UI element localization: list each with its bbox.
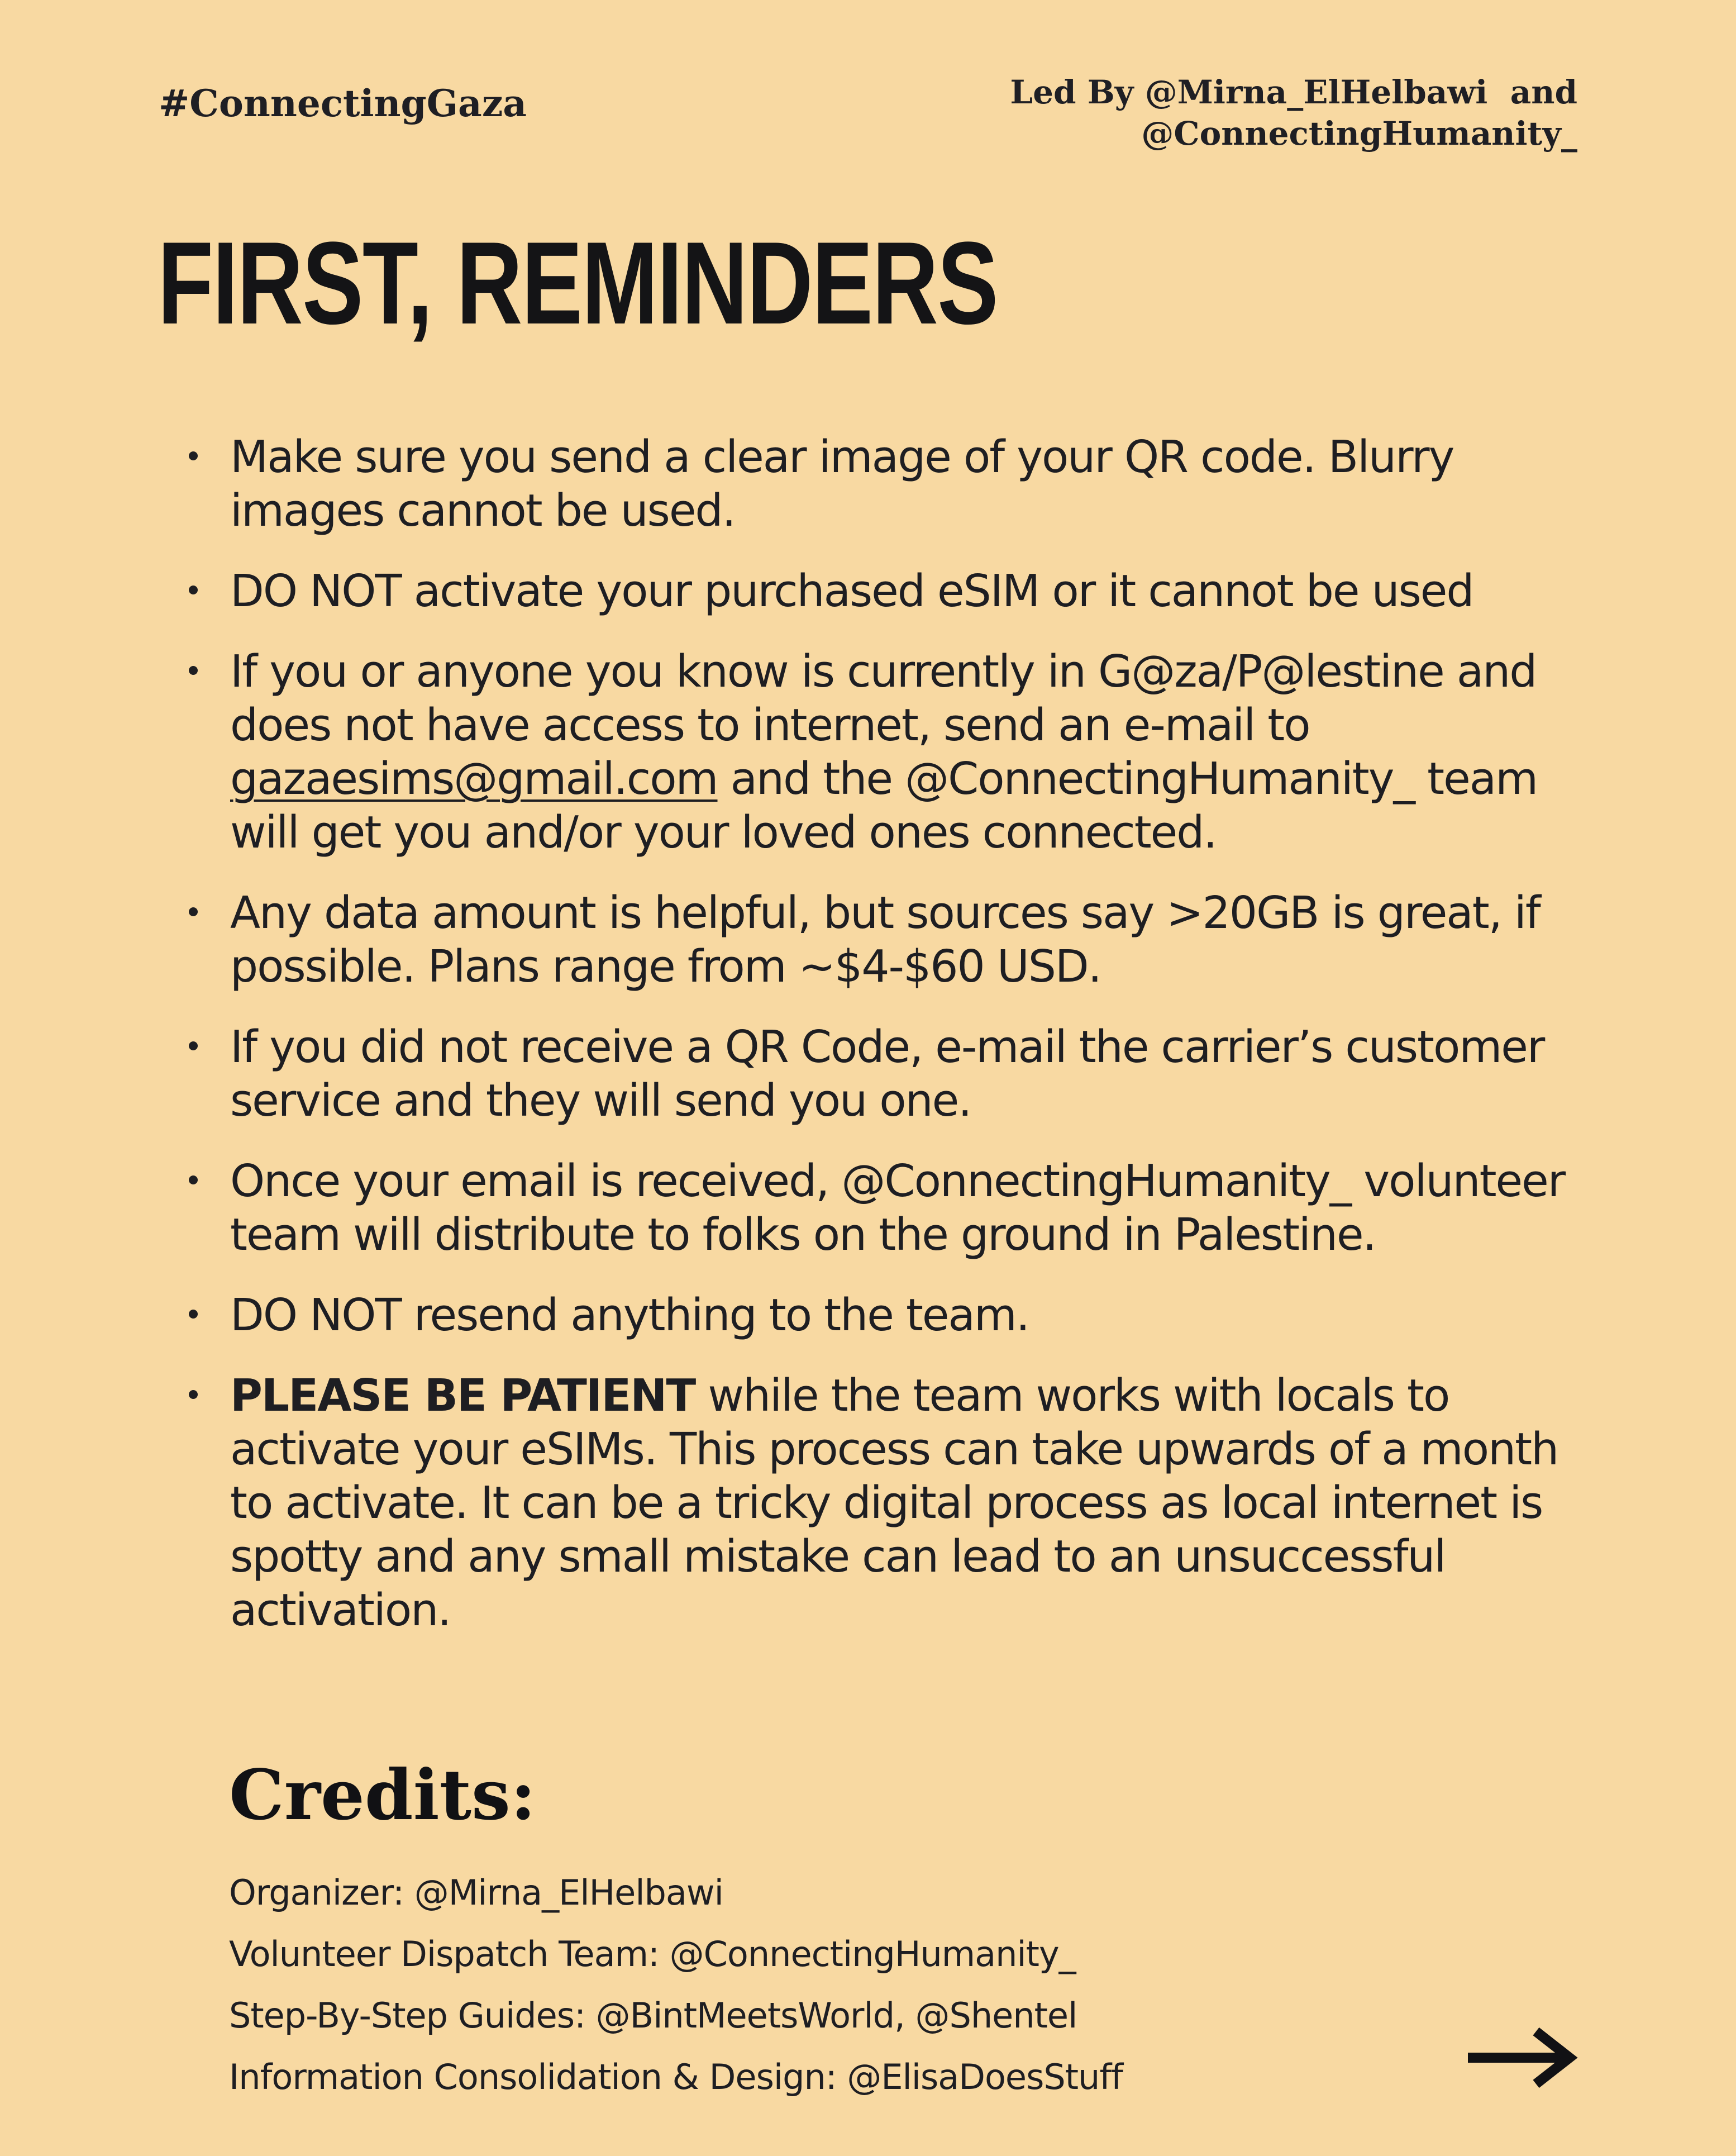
- arrow-right-icon-svg: [1465, 2027, 1580, 2088]
- bullet-dot-icon: [189, 586, 198, 594]
- reminder-bold-text: PLEASE BE PATIENT: [230, 1370, 695, 1421]
- bullet-dot-icon: [189, 1310, 198, 1319]
- reminder-item-email-received: [174, 1154, 1593, 1262]
- reminder-text: If you did not receive a QR Code, e-mail the carrier’s customer service and they will send you one.: [230, 1021, 1544, 1126]
- credit-dispatch-team: Volunteer Dispatch Team: @ConnectingHumanity_: [229, 1934, 1076, 1974]
- reminder-item-clear-qr: [174, 430, 1593, 537]
- led-by-credit: [1010, 72, 1577, 154]
- reminder-text: Make sure you send a clear image of your QR code. Blurry images cannot be used.: [230, 431, 1454, 536]
- reminder-text: DO NOT activate your purchased eSIM or it cannot be used: [230, 565, 1473, 617]
- page-title: FIRST, REMINDERS: [158, 217, 998, 349]
- bullet-dot-icon: [189, 1041, 198, 1050]
- bullet-dot-icon: [189, 907, 198, 916]
- bullet-dot-icon: [189, 666, 198, 675]
- credit-organizer: Organizer: @Mirna_ElHelbawi: [229, 1872, 723, 1913]
- led-by-line-2: @ConnectingHumanity_: [1141, 115, 1577, 153]
- reminder-item-no-qr: [174, 1020, 1593, 1127]
- hashtag: #ConnectingGaza: [159, 82, 527, 125]
- email-link[interactable]: gazaesims@gmail.com: [230, 753, 718, 805]
- led-by-line-1: Led By @Mirna_ElHelbawi and: [1010, 73, 1577, 111]
- bullet-dot-icon: [189, 451, 198, 460]
- reminder-item-do-not-activate: [174, 564, 1593, 618]
- reminder-text: If you or anyone you know is currently in G@za/P@lestine and does not have access to internet, send an e-mail to: [230, 646, 1537, 751]
- reminder-text: DO NOT resend anything to the team.: [230, 1289, 1029, 1341]
- bullet-dot-icon: [189, 1390, 198, 1399]
- reminder-item-do-not-resend: [174, 1288, 1593, 1342]
- reminder-item-data-amount: [174, 886, 1593, 993]
- reminder-text: Once your email is received, @ConnectingHumanity_ volunteer team will distribute to folks on the ground in Palestine.: [230, 1155, 1565, 1260]
- reminder-item-no-internet: [174, 645, 1593, 859]
- reminder-text: while the team works with locals to activate your eSIMs. This process can take upwards of a month to activate. It can be a tricky digital process as local internet is spotty and any small mistake can lead to an unsuccessful activation.: [230, 1370, 1558, 1636]
- reminder-item-be-patient: [174, 1369, 1593, 1637]
- credits-heading: Credits:: [229, 1755, 536, 1836]
- credit-design: Information Consolidation & Design: @ElisaDoesStuff: [229, 2057, 1123, 2097]
- reminder-text: Any data amount is helpful, but sources say >20GB is great, if possible. Plans range from ~$4-$60 USD.: [230, 887, 1540, 992]
- reminders-list: [174, 430, 1593, 1664]
- bullet-dot-icon: [189, 1175, 198, 1184]
- arrow-right-icon[interactable]: [1465, 2027, 1580, 2088]
- reminder-text: and the @ConnectingHumanity_ team will get you and/or your loved ones connected.: [230, 753, 1538, 858]
- credit-guides: Step-By-Step Guides: @BintMeetsWorld, @Shentel: [229, 1995, 1077, 2036]
- credits-list: [229, 1862, 1123, 2108]
